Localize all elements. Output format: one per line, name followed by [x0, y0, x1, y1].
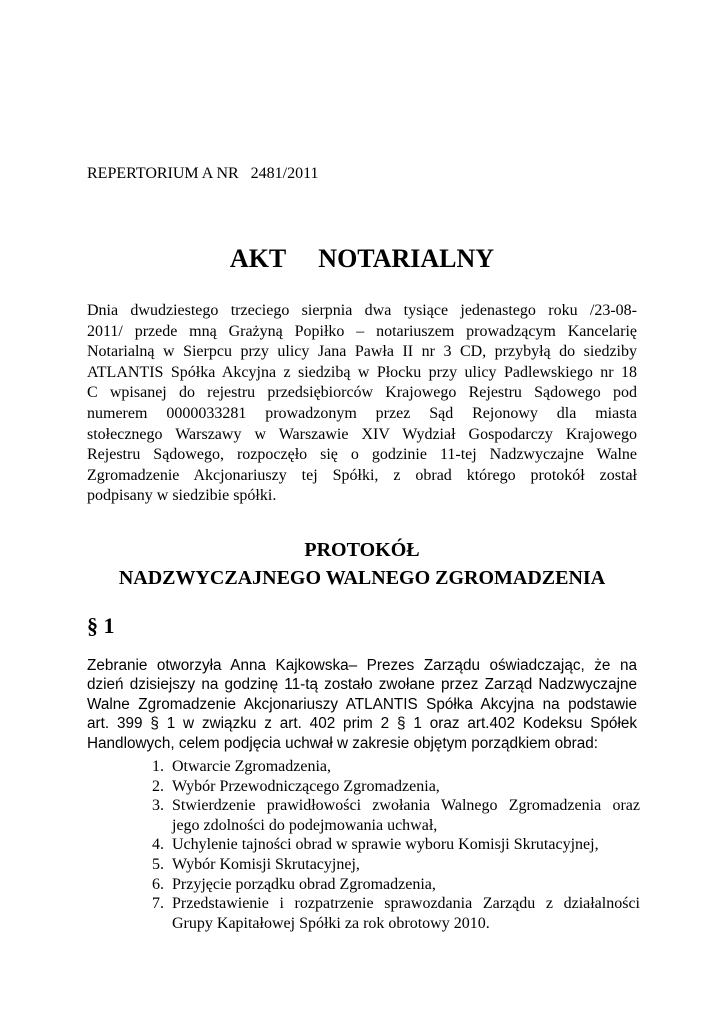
agenda-item	[148, 894, 640, 933]
agenda-item-number: 5.	[152, 855, 164, 873]
agenda-item	[148, 757, 640, 777]
intro-line: 2011/ przede mną Grażyną Popiłko – notariuszem prowadzącym Kancelarię	[87, 322, 637, 340]
agenda-item-text: Przyjęcie porządku obrad Zgromadzenia,	[172, 875, 436, 893]
document-title: AKT NOTARIALNY	[229, 244, 495, 273]
intro-line: stołecznego Warszawy w Warszawie XIV Wydział Gospodarczy Krajowego	[87, 425, 637, 443]
agenda-item-text: Wybór Komisji Skrutacyjnej,	[172, 855, 360, 873]
agenda-item-text: Przedstawienie i rozpatrzenie sprawozdania Zarządu z działalności Grupy Kapitałowej Spółki za rok obrotowy 2010.	[172, 895, 640, 932]
protokol-heading	[0, 536, 724, 592]
agenda-item-number: 7.	[152, 895, 164, 913]
agenda-item-text: Otwarcie Zgromadzenia,	[172, 758, 332, 775]
paragraph-line: art. 399 § 1 w związku z art. 402 prim 2 § 1 oraz art.402 Kodeksu Spółek	[87, 715, 637, 733]
intro-paragraph	[87, 301, 637, 507]
protokol-heading-line-2: NADZWYCZAJNEGO WALNEGO ZGROMADZENIA	[118, 567, 606, 589]
agenda-item	[148, 835, 640, 855]
section-paragraph	[87, 656, 637, 753]
agenda-item-text: Stwierdzenie prawidłowości zwołania Walnego Zgromadzenia oraz jego zdolności do podejmowania uchwał,	[172, 797, 640, 834]
agenda-item	[148, 855, 640, 875]
intro-line: Notarialną w Sierpcu przy ulicy Jana Pawła II nr 3 CD, przybyłą do siedziby	[87, 343, 637, 361]
section-number: § 1	[87, 613, 115, 638]
paragraph-line: Walne Zgromadzenie Akcjonariuszy ATLANTIS Spółka Akcyjna na podstawie	[87, 695, 637, 713]
agenda-item-number: 3.	[152, 797, 164, 815]
paragraph-line: dzień dzisiejszy na godzinę 11-tą zostało zwołane przez Zarząd Nadzwyczajne	[87, 676, 637, 694]
repertorium-number: REPERTORIUM A NR 2481/2011	[87, 165, 319, 182]
protokol-heading-line-1: PROTOKÓŁ	[304, 539, 420, 561]
intro-line: C wpisanej do rejestru przedsiębiorców Krajowego Rejestru Sądowego pod	[87, 384, 637, 402]
intro-line: ATLANTIS Spółka Akcyjna z siedzibą w Płocku przy ulicy Padlewskiego nr 18	[87, 363, 637, 381]
agenda-item-text: Wybór Przewodniczącego Zgromadzenia,	[172, 777, 440, 795]
agenda-item	[148, 875, 640, 895]
paragraph-line: Zebranie otworzyła Anna Kajkowska– Prezes Zarządu oświadczając, że na	[87, 657, 637, 674]
agenda-item-number: 2.	[152, 777, 164, 795]
intro-line: Rejestru Sądowego, rozpoczęło się o godzinie 11-tej Nadzwyczajne Walne	[87, 446, 637, 464]
intro-line: Zgromadzenie Akcjonariuszy tej Spółki, z obrad którego protokół został	[87, 466, 637, 484]
intro-line: numerem 0000033281 prowadzonym przez Sąd Rejonowy dla miasta	[87, 404, 637, 422]
agenda-item	[148, 796, 640, 835]
agenda-item-number: 6.	[152, 875, 164, 893]
agenda-list	[148, 757, 640, 933]
intro-line: podpisany w siedzibie spółki.	[87, 487, 277, 505]
agenda-item-number: 4.	[152, 836, 164, 854]
agenda-item-text: Uchylenie tajności obrad w sprawie wyboru Komisji Skrutacyjnej,	[172, 836, 599, 854]
intro-line: Dnia dwudziestego trzeciego sierpnia dwa tysiące jedenastego roku /23-08-	[87, 302, 637, 319]
paragraph-line: Handlowych, celem podjęcia uchwał w zakresie objętym porządkiem obrad:	[87, 734, 598, 752]
agenda-item	[148, 777, 640, 797]
agenda-item-number: 1.	[152, 758, 164, 775]
